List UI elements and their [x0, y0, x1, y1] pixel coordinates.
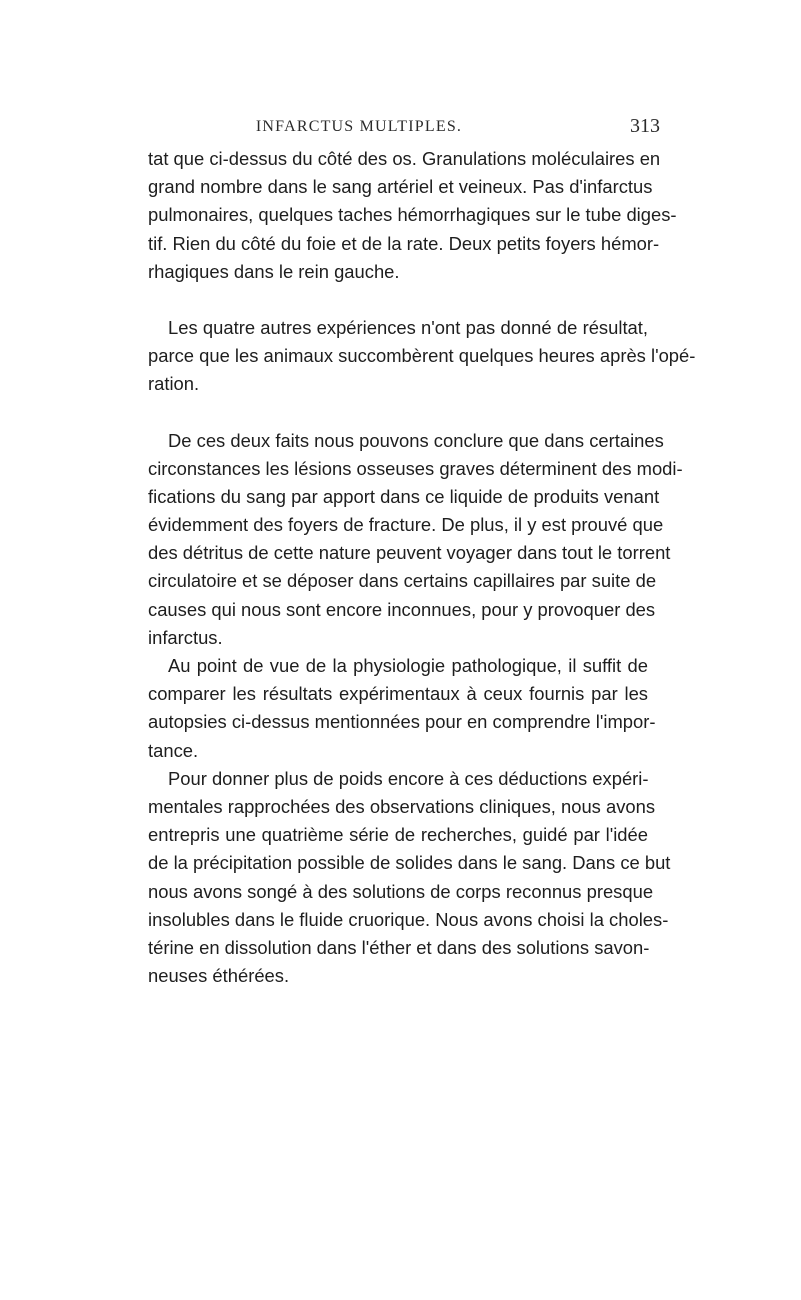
- text-line: Pour donner plus de poids encore à ces déductions expéri-: [168, 767, 649, 789]
- text-line: Les quatre autres expériences n'ont pas donné de résultat,: [168, 316, 648, 338]
- text-line: grand nombre dans le sang artériel et veineux. Pas d'infarctus: [148, 176, 653, 198]
- paragraph-3: [148, 427, 683, 653]
- paragraph-5: [148, 765, 671, 991]
- text-line: neuses éthérées.: [148, 965, 290, 987]
- text-line: infarctus.: [148, 626, 223, 648]
- text-line: comparer les résultats expérimentaux à ceux fournis par les: [148, 683, 648, 705]
- text-line: Au point de vue de la physiologie pathologique, il suffit de: [168, 655, 648, 676]
- text-line: de la précipitation possible de solides dans le sang. Dans ce but: [148, 852, 671, 874]
- paragraph-4: [148, 652, 656, 765]
- text-line: nous avons songé à des solutions de corps reconnus presque: [148, 880, 654, 902]
- text-line: pulmonaires, quelques taches hémorrhagiques sur le tube diges-: [148, 204, 677, 226]
- body-text: [148, 145, 696, 990]
- text-line: insolubles dans le fluide cruorique. Nous avons choisi la choles-: [148, 908, 669, 930]
- text-line: des détritus de cette nature peuvent voyager dans tout le torrent: [148, 542, 671, 564]
- text-line: ration.: [148, 373, 200, 395]
- paragraph-1: [148, 145, 677, 286]
- text-line: tat que ci-dessus du côté des os. Granulations moléculaires en: [148, 148, 661, 169]
- text-line: circulatoire et se déposer dans certains capillaires par suite de: [148, 570, 657, 592]
- text-line: parce que les animaux succombèrent quelques heures après l'opé-: [148, 345, 696, 367]
- paragraph-2: [148, 314, 696, 399]
- text-line: circonstances les lésions osseuses graves déterminent des modi-: [148, 457, 683, 479]
- text-line: térine en dissolution dans l'éther et dans des solutions savon-: [148, 936, 650, 958]
- text-line: fications du sang par apport dans ce liquide de produits venant: [148, 485, 660, 507]
- text-line: tif. Rien du côté du foie et de la rate. Deux petits foyers hémor-: [148, 232, 660, 254]
- paragraph-spacer: [148, 286, 648, 314]
- text-line: rhagiques dans le rein gauche.: [148, 260, 400, 282]
- paragraph-spacer: [148, 399, 648, 427]
- text-line: causes qui nous sont encore inconnues, pour y provoquer des: [148, 598, 656, 620]
- text-line: entrepris une quatrième série de recherches, guidé par l'idée: [148, 824, 648, 846]
- running-head: INFARCTUS MULTIPLES.: [255, 118, 463, 135]
- page-number: 313: [630, 115, 660, 137]
- text-line: De ces deux faits nous pouvons conclure que dans certaines: [168, 429, 664, 451]
- text-line: mentales rapprochées des observations cliniques, nous avons: [148, 795, 656, 817]
- text-line: évidemment des foyers de fracture. De plus, il y est prouvé que: [148, 514, 664, 536]
- text-line: autopsies ci-dessus mentionnées pour en comprendre l'impor-: [148, 711, 656, 733]
- text-line: tance.: [148, 739, 199, 761]
